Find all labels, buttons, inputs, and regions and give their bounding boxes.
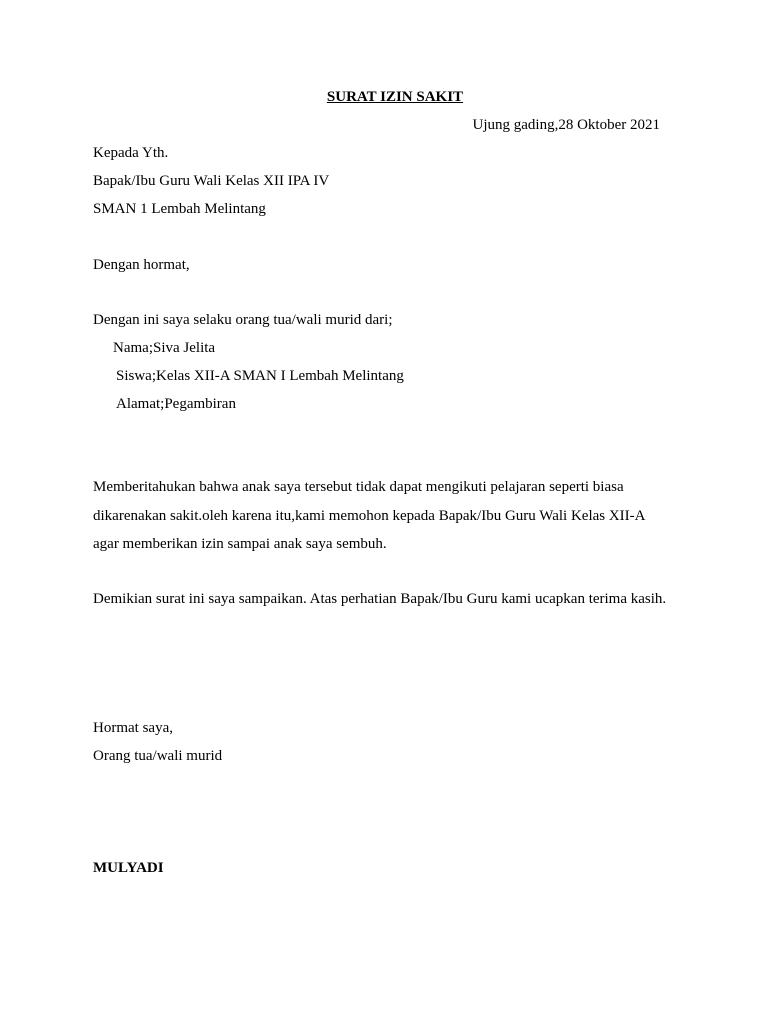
place-date: Ujung gading,28 Oktober 2021 [472, 117, 660, 133]
recipient-line-1: Kepada Yth. [93, 145, 169, 161]
recipient-line-3: SMAN 1 Lembah Melintang [93, 201, 266, 217]
body-line-3: agar memberikan izin sampai anak saya sembuh. [93, 536, 387, 552]
signoff-regards: Hormat saya, [93, 720, 173, 736]
intro-text: Dengan ini saya selaku orang tua/wali murid dari; [93, 312, 393, 328]
signer-name: MULYADI [93, 860, 164, 876]
recipient-line-2: Bapak/Ibu Guru Wali Kelas XII IPA IV [93, 173, 330, 189]
letter-title: SURAT IZIN SAKIT [326, 89, 464, 105]
signoff-role: Orang tua/wali murid [93, 748, 223, 764]
greeting: Dengan hormat, [93, 257, 190, 273]
student-address-field: Alamat;Pegambiran [116, 396, 236, 412]
body-line-2: dikarenakan sakit.oleh karena itu,kami memohon kepada Bapak/Ibu Guru Wali Kelas XII-A [93, 508, 646, 524]
student-class-field: Siswa;Kelas XII-A SMAN I Lembah Melintang [116, 368, 404, 384]
student-name-field: Nama;Siva Jelita [113, 340, 216, 356]
body-line-1: Memberitahukan bahwa anak saya tersebut tidak dapat mengikuti pelajaran seperti biasa [93, 479, 624, 495]
closing-paragraph: Demikian surat ini saya sampaikan. Atas perhatian Bapak/Ibu Guru kami ucapkan terima kasih. [93, 591, 667, 607]
